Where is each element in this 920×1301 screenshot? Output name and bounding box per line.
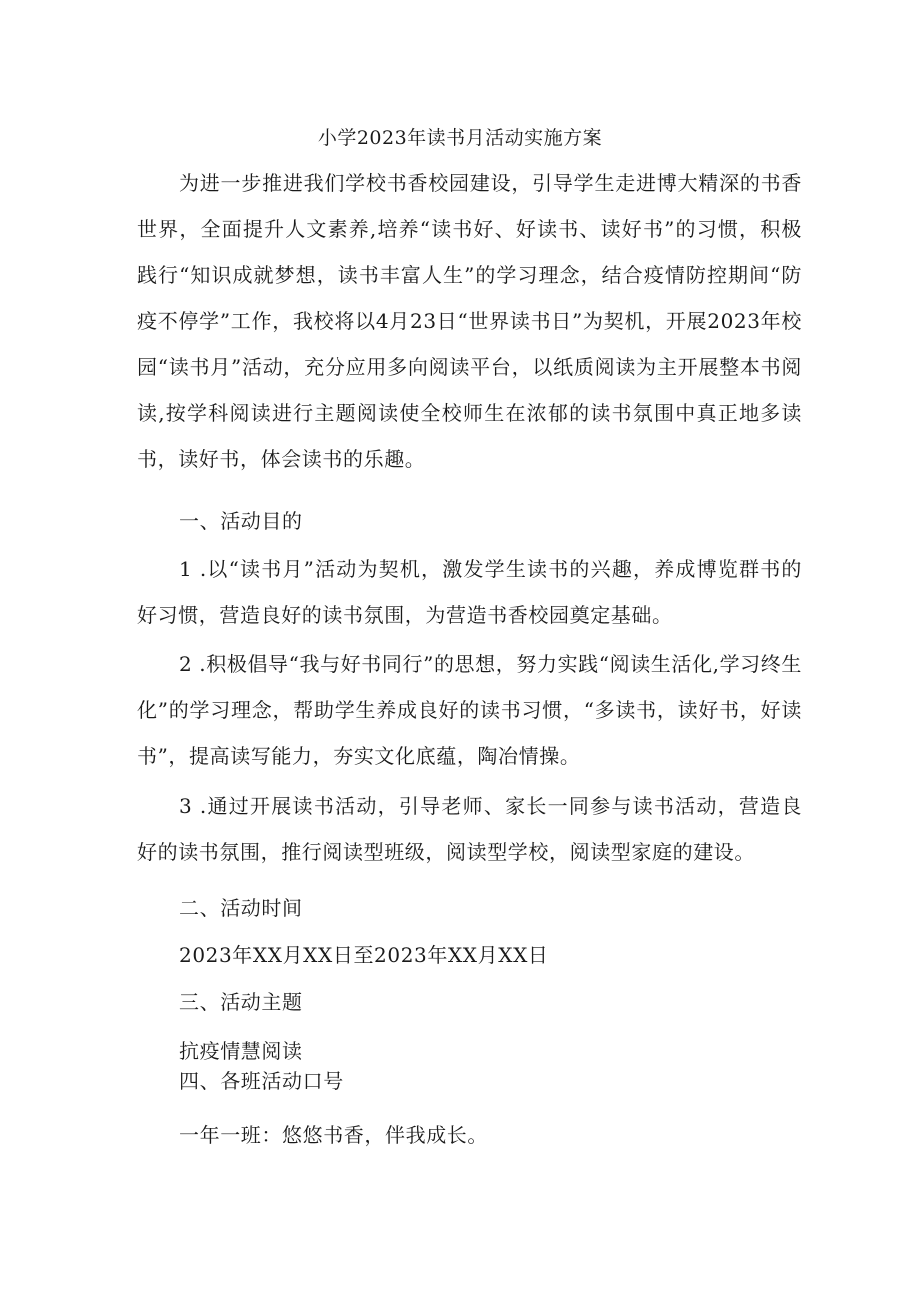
intro-paragraph: 为进一步推进我们学校书香校园建设，引导学生走进博大精深的书香世界，全面提升人文素养,培养“读书好、好读书、读好书”的习惯，积极践行“知识成就梦想，读书丰富人生”的学习理念，结合疫情防控期间“防疫不停学”工作，我校将以4月23日“世界读书日”为契机，开展2023年校园“读书月”活动，充分应用多向阅读平台，以纸质阅读为主开展整本书阅读,按学科阅读进行主题阅读使全校师生在浓郁的读书氛围中真正地多读书，读好书，体会读书的乐趣。 — [137, 171, 802, 471]
section1-heading: 一、活动目的 — [179, 509, 303, 533]
document-title: 小学2023年读书月活动实施方案 — [317, 127, 603, 149]
section1-item-1: 1 .以“读书月”活动为契机，激发学生读书的兴趣，养成博览群书的好习惯，营造良好的读书氛围，为营造书香校园奠定基础。 — [137, 557, 802, 627]
section4-heading: 四、各班活动口号 — [179, 1069, 344, 1093]
section2-heading: 二、活动时间 — [179, 896, 303, 920]
section3-heading: 三、活动主题 — [179, 990, 303, 1014]
section3-content: 抗疫情慧阅读 — [179, 1039, 303, 1063]
section2-content: 2023年XX月XX日至2023年XX月XX日 — [179, 943, 549, 967]
section1-item-2: 2 .积极倡导“我与好书同行”的思想，努力实践“阅读生活化,学习终生化”的学习理念，帮助学生养成良好的读书习惯，“多读书，读好书，好读书”，提高读写能力，夯实文化底蕴，陶冶情操。 — [137, 652, 802, 768]
section4-item-1: 一年一班：悠悠书香，伴我成长。 — [179, 1123, 488, 1147]
section1-item-3: 3 .通过开展读书活动，引导老师、家长一同参与读书活动，营造良好的读书氛围，推行阅读型班级，阅读型学校，阅读型家庭的建设。 — [137, 794, 802, 864]
